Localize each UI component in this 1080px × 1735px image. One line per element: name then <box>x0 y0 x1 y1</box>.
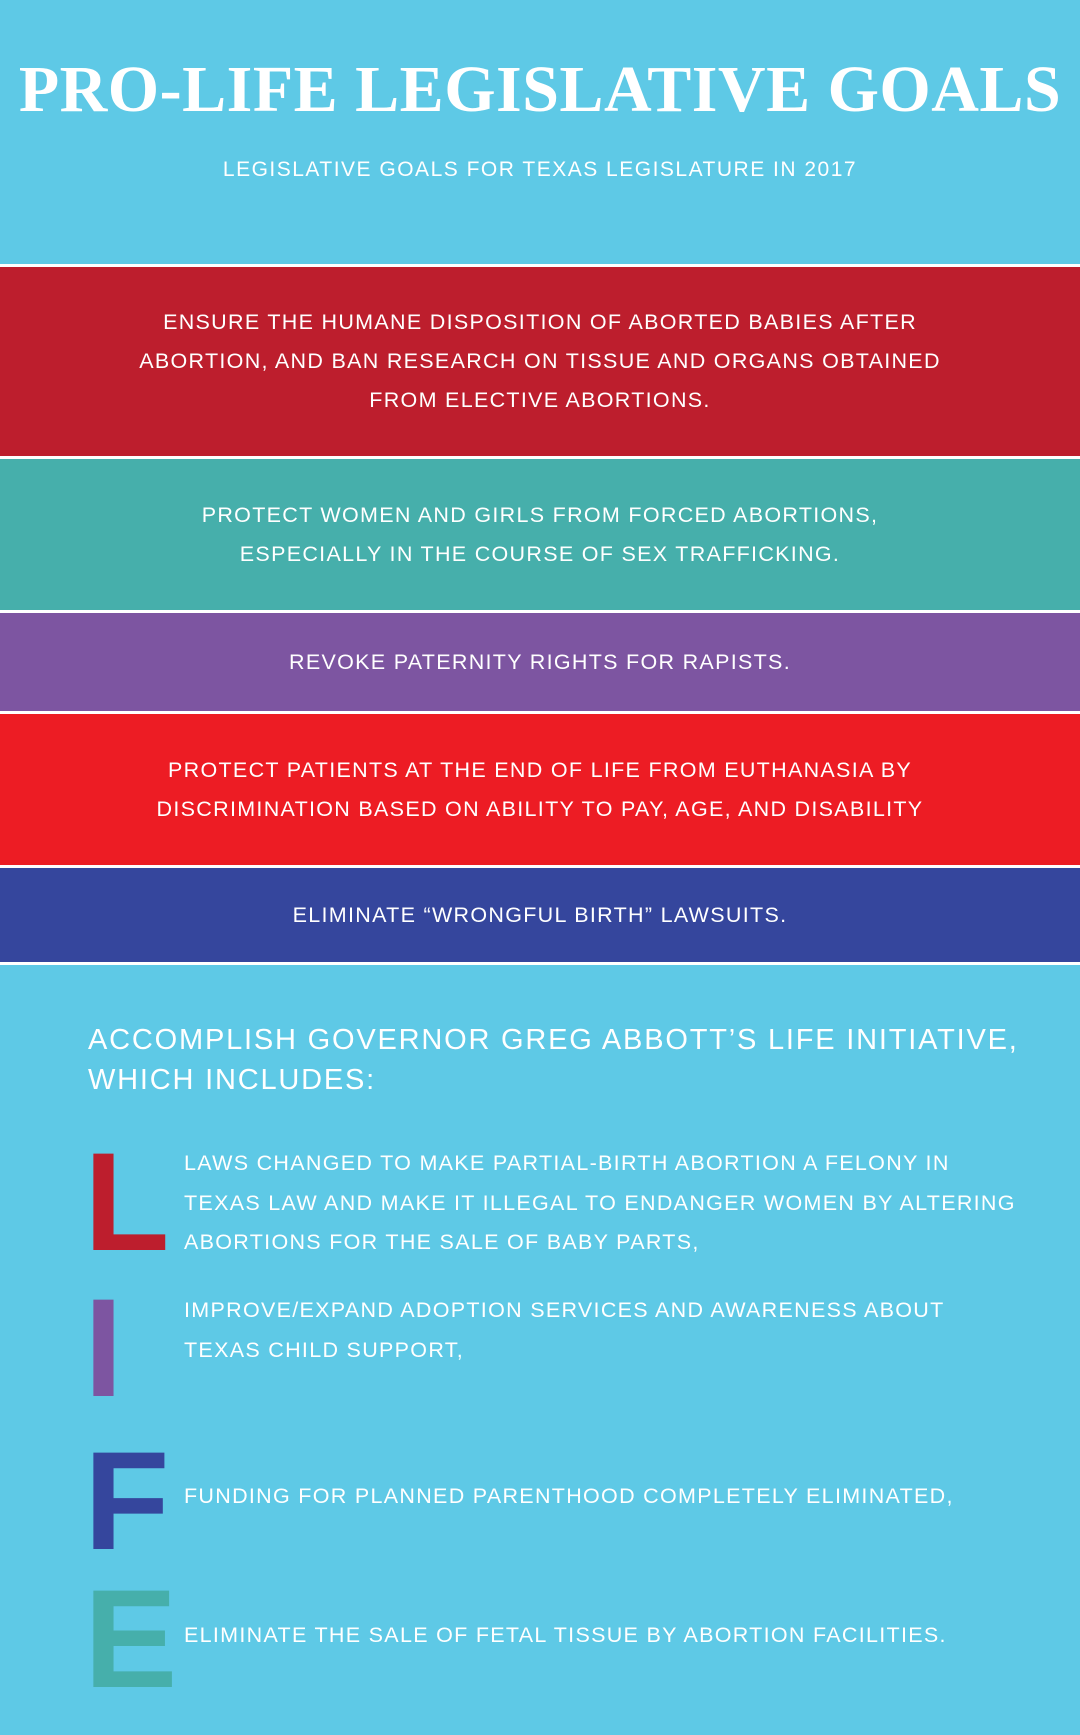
life-item-text: LAWS CHANGED TO MAKE PARTIAL-BIRTH ABORTION A FELONY IN TEXAS LAW AND MAKE IT ILLEGAL TO ENDANGER WOMEN BY ALTERING ABORTIONS FOR THE SALE OF BABY PARTS, <box>184 1151 1016 1254</box>
goal-text: ELIMINATE “WRONGFUL BIRTH” LAWSUITS. <box>292 902 788 927</box>
life-letter-f: F <box>84 1422 170 1579</box>
goal-text: ENSURE THE HUMANE DISPOSITION OF ABORTED BABIES AFTER ABORTION, AND BAN RESEARCH ON TISSUE AND ORGANS OBTAINED FROM ELECTIVE ABORTIONS. <box>139 310 941 412</box>
goal-text: PROTECT WOMEN AND GIRLS FROM FORCED ABORTIONS, ESPECIALLY IN THE COURSE OF SEX TRAFFICKING. <box>201 502 879 566</box>
goal-band-euthanasia <box>0 711 1080 865</box>
goal-band-forced-abortions <box>0 456 1080 610</box>
life-item-text: ELIMINATE THE SALE OF FETAL TISSUE BY ABORTION FACILITIES. <box>184 1623 947 1647</box>
life-letter-l: L <box>84 1123 170 1280</box>
life-letter-i: I <box>84 1269 123 1426</box>
life-item-text: IMPROVE/EXPAND ADOPTION SERVICES AND AWARENESS ABOUT TEXAS CHILD SUPPORT, <box>184 1298 945 1362</box>
goal-band-wrongful-birth <box>0 865 1080 965</box>
header <box>0 0 1080 264</box>
life-item-text: FUNDING FOR PLANNED PARENTHOOD COMPLETELY ELIMINATED, <box>184 1484 954 1508</box>
goal-band-paternity-rights <box>0 610 1080 711</box>
goal-band-disposition <box>0 264 1080 456</box>
page-title: PRO-LIFE LEGISLATIVE GOALS <box>18 53 1062 126</box>
goal-text: PROTECT PATIENTS AT THE END OF LIFE FROM EUTHANASIA BY DISCRIMINATION BASED ON ABILITY TO PAY, AGE, AND DISABILITY <box>156 757 924 821</box>
page-subtitle: LEGISLATIVE GOALS FOR TEXAS LEGISLATURE IN 2017 <box>222 158 858 181</box>
goal-text: REVOKE PATERNITY RIGHTS FOR RAPISTS. <box>289 649 791 674</box>
initiative-heading: ACCOMPLISH GOVERNOR GREG ABBOTT’S LIFE INITIATIVE, WHICH INCLUDES: <box>88 1024 1019 1096</box>
life-letter-e: E <box>84 1560 178 1717</box>
